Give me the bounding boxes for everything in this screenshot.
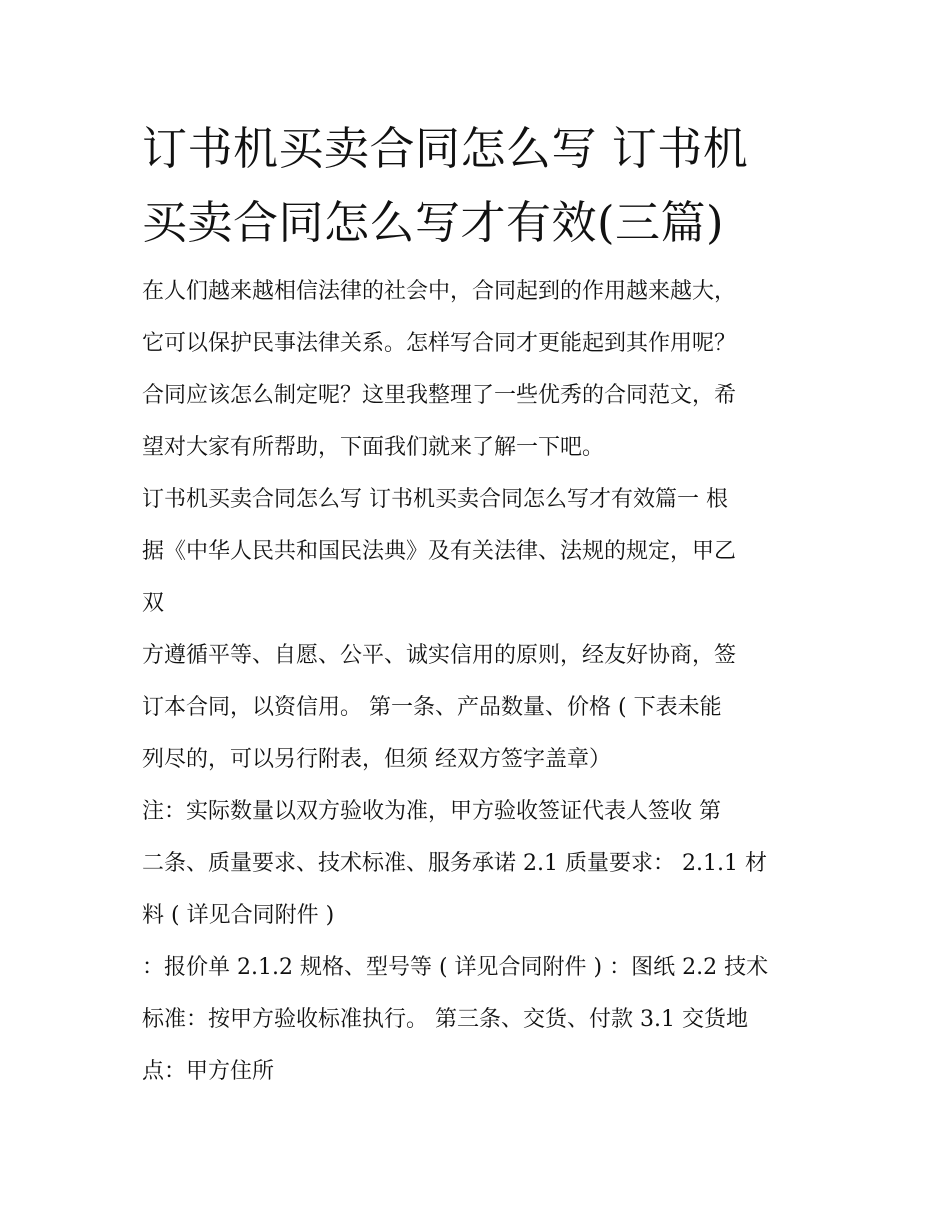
text-line: 点：甲方住所: [142, 1059, 275, 1084]
body-paragraph: [142, 942, 814, 1098]
body-paragraph: [142, 786, 814, 942]
text-line: 订本合同，以资信用。 第一条、产品数量、价格 ( 下表未能: [142, 695, 722, 720]
text-line: 双: [142, 591, 165, 616]
text-line: 望对大家有所帮助，下面我们就来了解一下吧。: [142, 435, 605, 460]
intro-paragraph: [142, 266, 814, 474]
title-line: 买卖合同怎么写才有效(三篇): [142, 196, 725, 249]
text-line: 合同应该怎么制定呢？这里我整理了一些优秀的合同范文，希: [142, 383, 737, 408]
body-paragraph: [142, 630, 814, 786]
text-line: 料 ( 详见合同附件 ): [142, 903, 335, 928]
text-line: 二条、质量要求、技术标准、服务承诺 2.1 质量要求： 2.1.1 材: [142, 851, 767, 876]
text-line: 方遵循平等、自愿、公平、诚实信用的原则，经友好协商，签: [142, 643, 737, 668]
document-page: [142, 112, 814, 1098]
text-line: 注：实际数量以双方验收为准，甲方验收签证代表人签收 第: [142, 799, 721, 824]
document-title: [142, 112, 814, 260]
text-line: 据《中华人民共和国民法典》及有关法律、法规的规定，甲乙: [142, 539, 737, 564]
text-line: 订书机买卖合同怎么写 订书机买卖合同怎么写才有效篇一 根: [142, 487, 728, 512]
text-line: 在人们越来越相信法律的社会中，合同起到的作用越来越大，: [142, 279, 737, 304]
text-line: 标准：按甲方验收标准执行。 第三条、交货、付款 3.1 交货地: [142, 1007, 748, 1032]
text-line: 它可以保护民事法律关系。怎样写合同才更能起到其作用呢？: [142, 331, 737, 356]
text-line: ：报价单 2.1.2 规格、型号等 ( 详见合同附件 ) ：图纸 2.2 技术: [142, 955, 769, 980]
title-line: 订书机买卖合同怎么写 订书机: [142, 122, 749, 175]
text-line: 列尽的，可以另行附表，但须 经双方签字盖章）: [142, 747, 611, 772]
body-paragraph: [142, 474, 814, 630]
